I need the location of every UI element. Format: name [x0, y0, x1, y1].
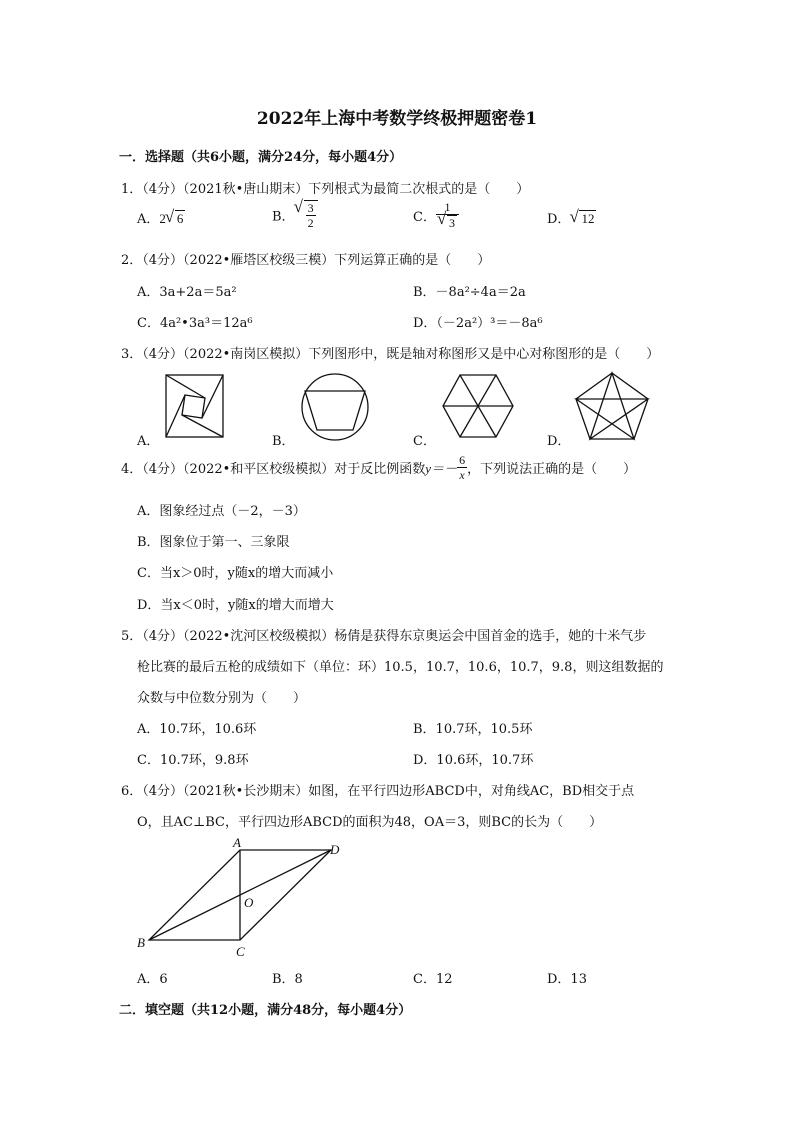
- q2-option-d: D．（－2a²）³＝－8a⁶: [413, 316, 543, 331]
- q3-option-d-label: D．: [547, 434, 571, 449]
- q2-option-b: B．－8a²÷4a＝2a: [413, 285, 526, 300]
- q1-b-sqrt: [295, 200, 318, 230]
- q2-option-a: A．3a+2a＝5a²: [137, 285, 237, 300]
- q3-option-a-label: A．: [137, 434, 160, 449]
- q1-b-den: 2: [307, 216, 314, 230]
- q1-option-b: [272, 200, 318, 230]
- q4-stem: [121, 453, 636, 491]
- q1-stem: 1．（4分）（2021秋•唐山期末）下列根式为最简二次根式的是（ ）: [121, 182, 530, 197]
- q3-figure-b-circle-trapezoid: [299, 371, 371, 443]
- q4-func-den: x: [459, 468, 465, 482]
- q4-stem-pre: 4．（4分）（2022•和平区校级模拟）对于反比例函数: [121, 462, 426, 477]
- q1-b-label: B．: [272, 209, 295, 225]
- q5-option-c: C．10.7环，9.8环: [137, 753, 249, 768]
- q6-line-2: O，且AC⊥BC，平行四边形ABCD的面积为48，OA＝3，则BC的长为（ ）: [137, 815, 603, 830]
- q6-label-d: D: [330, 842, 340, 857]
- q1-c-num: 1: [436, 200, 459, 215]
- q4-stem-post: ，下列说法正确的是（ ）: [467, 462, 637, 477]
- q4-function-lhs: y＝－: [425, 461, 458, 476]
- page-title: 2022年上海中考数学终极押题密卷1: [256, 109, 538, 129]
- q4-function-fraction: [457, 453, 467, 482]
- q4-option-a: A．图象经过点（－2，－3）: [137, 504, 306, 519]
- q6-parallelogram-figure: [134, 834, 354, 962]
- q1-option-c: [413, 200, 459, 231]
- q5-line-3: 众数与中位数分别为（ ）: [137, 691, 307, 706]
- q1-b-fraction: [306, 201, 316, 230]
- q1-c-label: C．: [413, 210, 436, 225]
- q1-d-sqrt: [570, 210, 596, 227]
- q5-line-1: 5．（4分）（2022•沈河区校级模拟）杨倩是获得东京奥运会中国首金的选手，她的十米气步: [121, 629, 647, 644]
- q6-label-b: B: [137, 935, 145, 950]
- q2-stem: 2．（4分）（2022•雁塔区校级三模）下列运算正确的是（ ）: [121, 253, 491, 268]
- q3-option-b-label: B．: [272, 434, 295, 449]
- q6-option-c: C．12: [413, 972, 453, 987]
- q4-func-num: 6: [459, 453, 466, 467]
- q5-line-2: 枪比赛的最后五枪的成绩如下（单位：环）10.5，10.7，10.6，10.7，9.8，则这组数据的: [137, 660, 664, 675]
- q5-option-b: B．10.7环，10.5环: [413, 722, 533, 737]
- q1-a-coef: 2: [159, 211, 166, 226]
- q1-c-fraction: [436, 200, 459, 231]
- q3-option-c-label: C．: [413, 434, 436, 449]
- q1-c-den: [436, 215, 459, 231]
- q1-a-radicand: 6: [176, 211, 184, 226]
- q1-b-radicand: [304, 200, 318, 230]
- q4-option-b: B．图象位于第一、三象限: [137, 535, 290, 550]
- section-1-heading: 一．选择题（共6小题，满分24分，每小题4分）: [119, 150, 403, 165]
- q1-option-a: [137, 208, 185, 227]
- q6-label-c: C: [236, 944, 245, 959]
- q1-c-sqrt: [438, 215, 457, 231]
- q1-d-label: D．: [547, 212, 571, 227]
- q4-option-d: D．当x＜0时，y随x的增大而增大: [137, 598, 334, 613]
- q6-option-b: B．8: [272, 972, 303, 987]
- q5-option-a: A．10.7环，10.6环: [137, 722, 257, 737]
- q1-option-d: [547, 208, 596, 227]
- q3-figure-d-pentagon-star: [574, 371, 650, 441]
- q3-stem: 3．（4分）（2022•南岗区模拟）下列图形中，既是轴对称图形又是中心对称图形的是（ ）: [121, 347, 660, 362]
- q3-figure-a-square-pinwheel: [164, 373, 226, 439]
- q1-a-label: A．: [137, 212, 160, 227]
- q6-label-a: A: [233, 835, 241, 850]
- q5-option-d: D．10.6环，10.7环: [413, 753, 534, 768]
- q6-label-o: O: [244, 895, 254, 910]
- q6-option-a: A．6: [137, 972, 168, 987]
- q1-a-sqrt: [166, 210, 186, 227]
- q3-figure-c-hexagon: [441, 373, 515, 439]
- q1-c-radicand: 3: [448, 216, 455, 230]
- q6-option-d: D．13: [547, 972, 587, 987]
- q4-option-c: C．当x＞0时，y随x的增大而减小: [137, 566, 334, 581]
- q2-option-c: C．4a²•3a³＝12a⁶: [137, 316, 253, 331]
- section-2-heading: 二．填空题（共12小题，满分48分，每小题4分）: [119, 1003, 412, 1018]
- q6-line-1: 6．（4分）（2021秋•长沙期末）如图，在平行四边形ABCD中，对角线AC，BD相交于点: [121, 784, 635, 799]
- q1-d-radicand: 12: [581, 211, 595, 226]
- q1-b-num: √ 3: [307, 201, 314, 215]
